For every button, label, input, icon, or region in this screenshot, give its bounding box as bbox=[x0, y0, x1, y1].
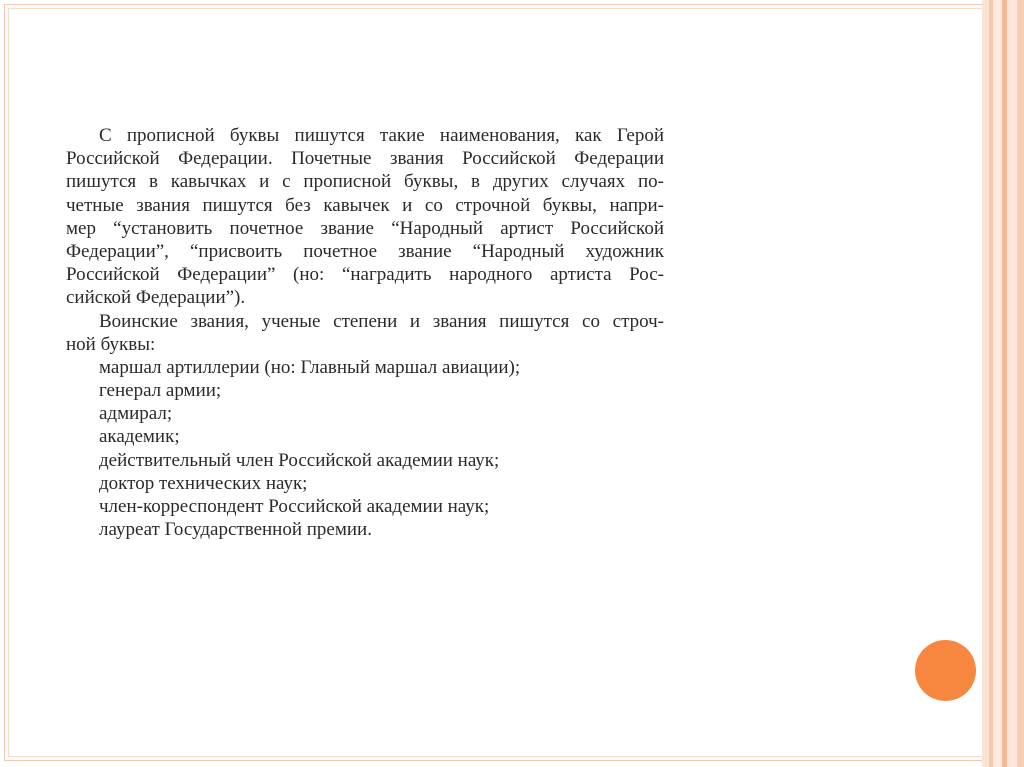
list-item: академик; bbox=[99, 426, 180, 448]
decorative-stripe bbox=[1017, 0, 1024, 767]
decorative-stripe bbox=[1007, 0, 1017, 767]
list-item: действительный член Российской академии наук; bbox=[99, 449, 500, 471]
list-item: маршал артиллерии (но: Главный маршал авиации); bbox=[99, 356, 521, 378]
text-line: четные звания пишутся без кавычек и со строчной буквы, напри- bbox=[66, 194, 664, 216]
list-item: член-корреспондент Российской академии наук; bbox=[99, 496, 490, 517]
text-line: ной буквы: bbox=[66, 333, 156, 355]
text-line: пишутся в кавычках и с прописной буквы, в других случаях по- bbox=[66, 171, 664, 193]
text-line: Федерации”, “присвоить почетное звание “Народный художник bbox=[66, 240, 664, 262]
text-line: Российской Федерации” (но: “наградить народного артиста Рос- bbox=[66, 264, 664, 286]
text-line: сийской Федерации”). bbox=[66, 287, 246, 309]
decorative-stripe bbox=[982, 0, 989, 767]
text-line: Российской Федерации. Почетные звания Российской Федерации bbox=[66, 148, 664, 170]
list-item: адмирал; bbox=[99, 403, 173, 425]
text-line: С прописной буквы пишутся такие наименования, как Герой bbox=[99, 125, 664, 146]
list-item: доктор технических наук; bbox=[99, 472, 308, 494]
decorative-stripe bbox=[993, 0, 1002, 767]
text-line: Воинские звания, ученые степени и звания пишутся со строч- bbox=[99, 310, 664, 332]
text-line: мер “установить почетное звание “Народный артист Российской bbox=[66, 217, 664, 239]
list-item: генерал армии; bbox=[99, 380, 222, 402]
document-text-block bbox=[66, 124, 664, 541]
list-item: лауреат Государственной премии. bbox=[99, 519, 372, 541]
decorative-circle bbox=[915, 640, 976, 701]
